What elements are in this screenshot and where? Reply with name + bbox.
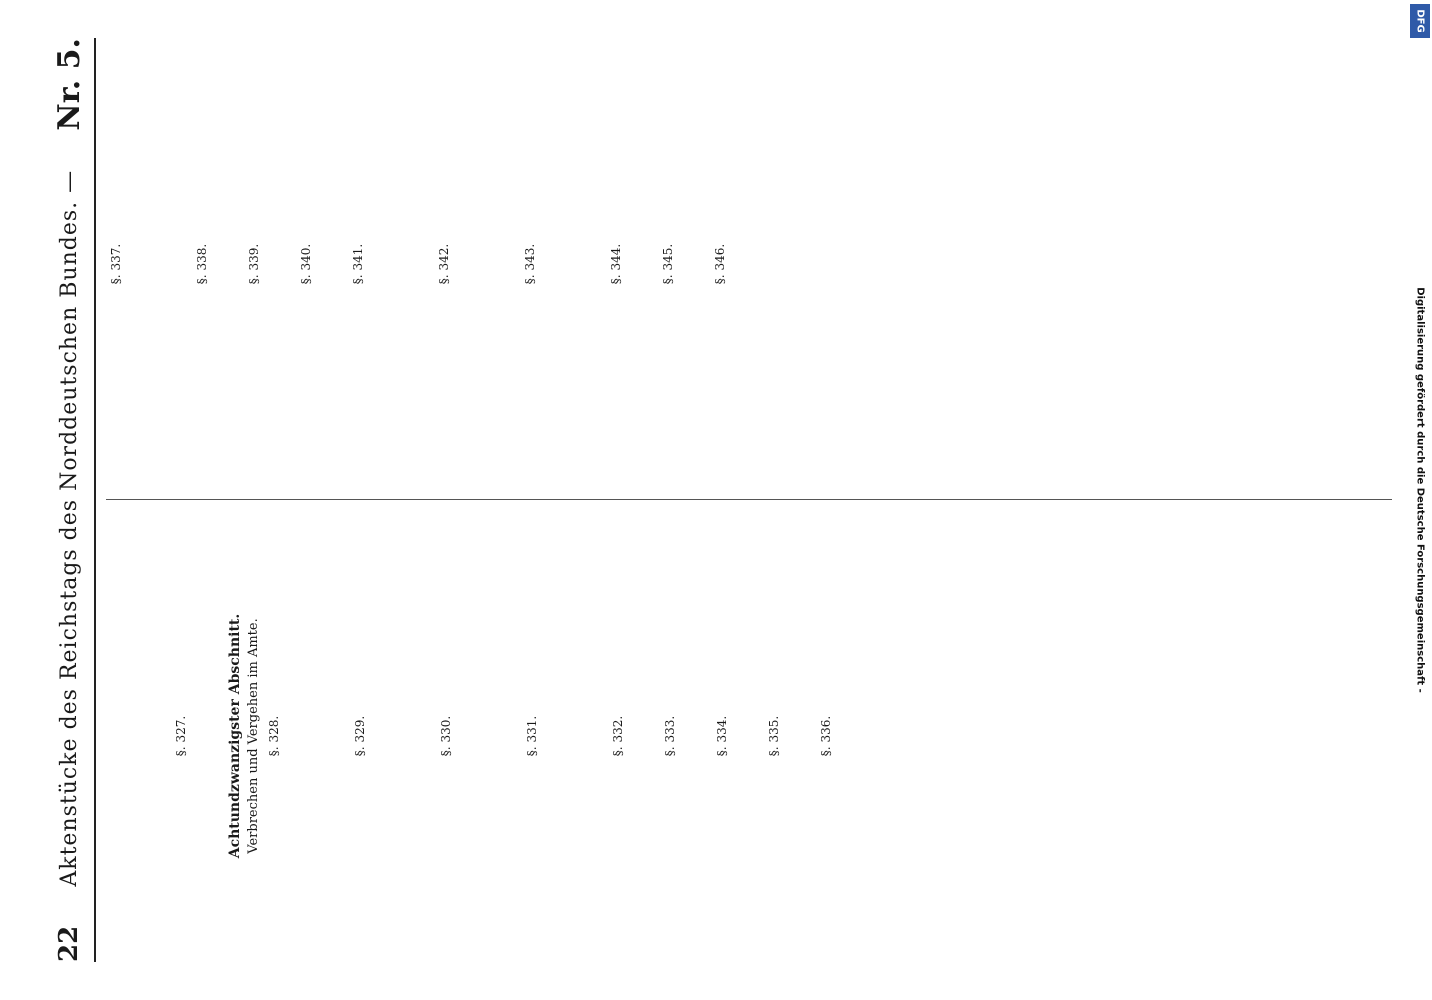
paragraph [575, 38, 605, 490]
paragraph [213, 38, 243, 490]
digitization-note [1411, 10, 1429, 970]
paragraph [369, 38, 399, 490]
page-header [44, 38, 96, 962]
page-content [26, 20, 1406, 980]
paragraph [629, 510, 659, 962]
paragraph [192, 510, 222, 962]
section-number: §. 336. [819, 715, 833, 757]
paragraph [455, 38, 485, 490]
section-number: §. 338. [195, 243, 209, 285]
paragraph [733, 510, 763, 962]
section-number: §. 342. [437, 243, 451, 285]
section-number: §. 328. [267, 715, 281, 757]
section-number: §. 327. [174, 715, 188, 757]
section-title: Achtundzwanzigster Abschnitt. [227, 613, 243, 859]
right-column [106, 38, 1392, 490]
paragraph [681, 510, 711, 962]
left-column [106, 510, 1392, 962]
rotated-page [26, 20, 1406, 980]
paragraph [161, 38, 191, 490]
running-head: Aktenstücke des Reichstags des Norddeutschen Bundes. — [56, 169, 82, 887]
paragraph [837, 510, 867, 962]
paragraph [491, 510, 521, 962]
paragraph [543, 510, 573, 962]
paragraph [577, 510, 607, 962]
paragraph [489, 38, 519, 490]
section-number: §. 346. [713, 243, 727, 285]
section-number: §. 335. [767, 715, 781, 757]
column-divider [106, 499, 1392, 500]
section-number: §. 344. [609, 243, 623, 285]
paragraph [679, 38, 709, 490]
paragraph [319, 510, 349, 962]
paragraph [627, 38, 657, 490]
paragraph [731, 38, 761, 490]
paragraph [541, 38, 571, 490]
paragraph [265, 38, 295, 490]
page-number: 22 [54, 925, 84, 962]
digitization-note-text: Digitalisierung gefördert durch die Deutsche Forschungsgemeinschaft - [1414, 287, 1426, 693]
paragraph [405, 510, 435, 962]
paragraph [371, 510, 401, 962]
section-number: §. 337. [109, 243, 123, 285]
paragraph [457, 510, 487, 962]
paragraph [106, 510, 136, 962]
section-number: §. 332. [611, 715, 625, 757]
document-number: Nr. 5. [51, 38, 87, 131]
dfg-logo: DFG [1410, 4, 1430, 38]
paragraph [785, 510, 815, 962]
section-subtitle: Verbrechen und Vergehen im Amte. [246, 618, 261, 854]
paragraph [285, 510, 315, 962]
paragraph [127, 38, 157, 490]
section-number: §. 329. [353, 715, 367, 757]
section-number: §. 341. [351, 243, 365, 285]
section-number: §. 333. [663, 715, 677, 757]
paragraph [140, 510, 170, 962]
paragraph [317, 38, 347, 490]
paragraph [403, 38, 433, 490]
section-number: §. 334. [715, 715, 729, 757]
section-number: §. 331. [525, 715, 539, 757]
section-number: §. 345. [661, 243, 675, 285]
section-number: §. 343. [523, 243, 537, 285]
section-number: §. 339. [247, 243, 261, 285]
section-number: §. 330. [439, 715, 453, 757]
section-number: §. 340. [299, 243, 313, 285]
